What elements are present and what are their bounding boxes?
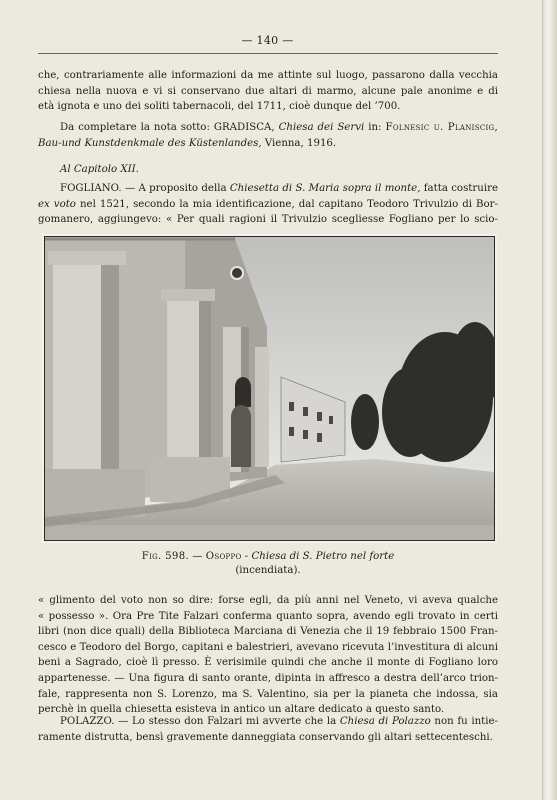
text-run: in: [364, 122, 386, 133]
header-rule [38, 53, 498, 54]
text-line [38, 714, 498, 730]
text-run: fatta costruire [420, 183, 498, 194]
text-line: fale, rappresenta non S. Lorenzo, ma S. Valentino, sia per la pianeta che indossa, sia [38, 688, 498, 700]
paragraph-altari [38, 68, 498, 115]
text-line: beni a Sagrado, cioè lì presso. È verisimile quindi che anche il monte di Fogliano loro [38, 657, 498, 669]
text-line [38, 120, 498, 136]
text-line: libri (non dice quali) della Biblioteca Marciana di Venezia che il 19 febbraio 1500 Fran- [38, 626, 498, 638]
paragraph-gradisca [38, 120, 498, 151]
figure-caption [38, 550, 498, 578]
paragraph-fogliano [38, 181, 498, 228]
page-number: — 140 — [241, 34, 294, 47]
italic-title: Chiesetta di S. Maria sopra il monte, [229, 183, 421, 194]
page-edge [542, 0, 557, 800]
text-line [38, 197, 498, 213]
text-run: nel 1521, secondo la mia identificazione, dal capitano Teodoro Trivulzio di Bor- [75, 198, 498, 210]
figure-title: - Chiesa di S. Pietro nel forte [241, 551, 395, 562]
authors: Folnesic u. Planiscig, [385, 122, 498, 133]
caption-line [38, 550, 498, 564]
italic-title: Chiesa dei Servi [274, 122, 365, 133]
figure-subtitle: (incendiata). [235, 565, 301, 576]
text-run: non fu intie- [430, 716, 498, 727]
paragraph-falzari [38, 593, 498, 718]
text-line: perchè in quella chiesetta esisteva in antico un altare dedicato a questo santo. [38, 704, 445, 716]
text-run: Da completare la nota sotto: [60, 122, 214, 133]
paragraph-polazzo [38, 714, 498, 745]
figure-place: Osoppo [205, 551, 242, 562]
text-line: gomanero, aggiungevo: « Per quali ragioni il Trivulzio scegliesse Fogliano per lo scio- [38, 214, 498, 226]
text-line: età ignota e uno dei soliti tabernacoli, del 1711, cioè dunque del ’700. [38, 101, 401, 113]
church-photo-illustration [45, 237, 494, 540]
caption-dash: — [189, 551, 206, 562]
text-line: che, contrariamente alle informazioni da me attinte sul luogo, passarono dalla vecchia [38, 70, 498, 81]
text-line: chiesa nella nuova e vi si conservano due altari di marmo, alcune pale anonime e di [38, 85, 498, 97]
italic-title: Chiesa di Polazzo [339, 716, 431, 727]
italic-heading: Al Capitolo XII. [60, 164, 139, 175]
text-run: FOGLIANO. — A proposito della [60, 183, 230, 194]
text-line: ramente distrutta, bensì gravemente danneggiata conservando gli altari settecenteschi. [38, 731, 493, 743]
italic-term: ex voto [38, 198, 76, 210]
text-run: POLAZZO. — Lo stesso don Falzari mi avverte che la [60, 716, 340, 727]
text-line: cesco e Teodoro del Borgo, capitani e balestrieri, avevano ricevuta l’investitura di alcuni [38, 641, 498, 653]
place-name: GRADISCA, [213, 122, 275, 133]
text-line [38, 136, 498, 152]
text-run: Vienna, 1916. [261, 137, 337, 149]
figure-photo [44, 236, 495, 541]
text-line [38, 181, 498, 197]
chapter-reference [38, 162, 498, 178]
text-line: « possesso ». Ora Pre Tite Falzari conferma quanto sopra, avendo egli trovato in certi [38, 610, 498, 622]
text-line: appartenesse. — Una figura di santo orante, dipinta in affresco a destra dell’arco trion- [38, 672, 498, 684]
figure-label: Fig. 598. [141, 551, 190, 562]
italic-title: Bau-und Kunstdenkmale des Küstenlandes, [38, 137, 262, 149]
text-line: « glimento del voto non so dire: forse egli, da più anni nel Veneto, vi aveva qualche [38, 595, 498, 606]
